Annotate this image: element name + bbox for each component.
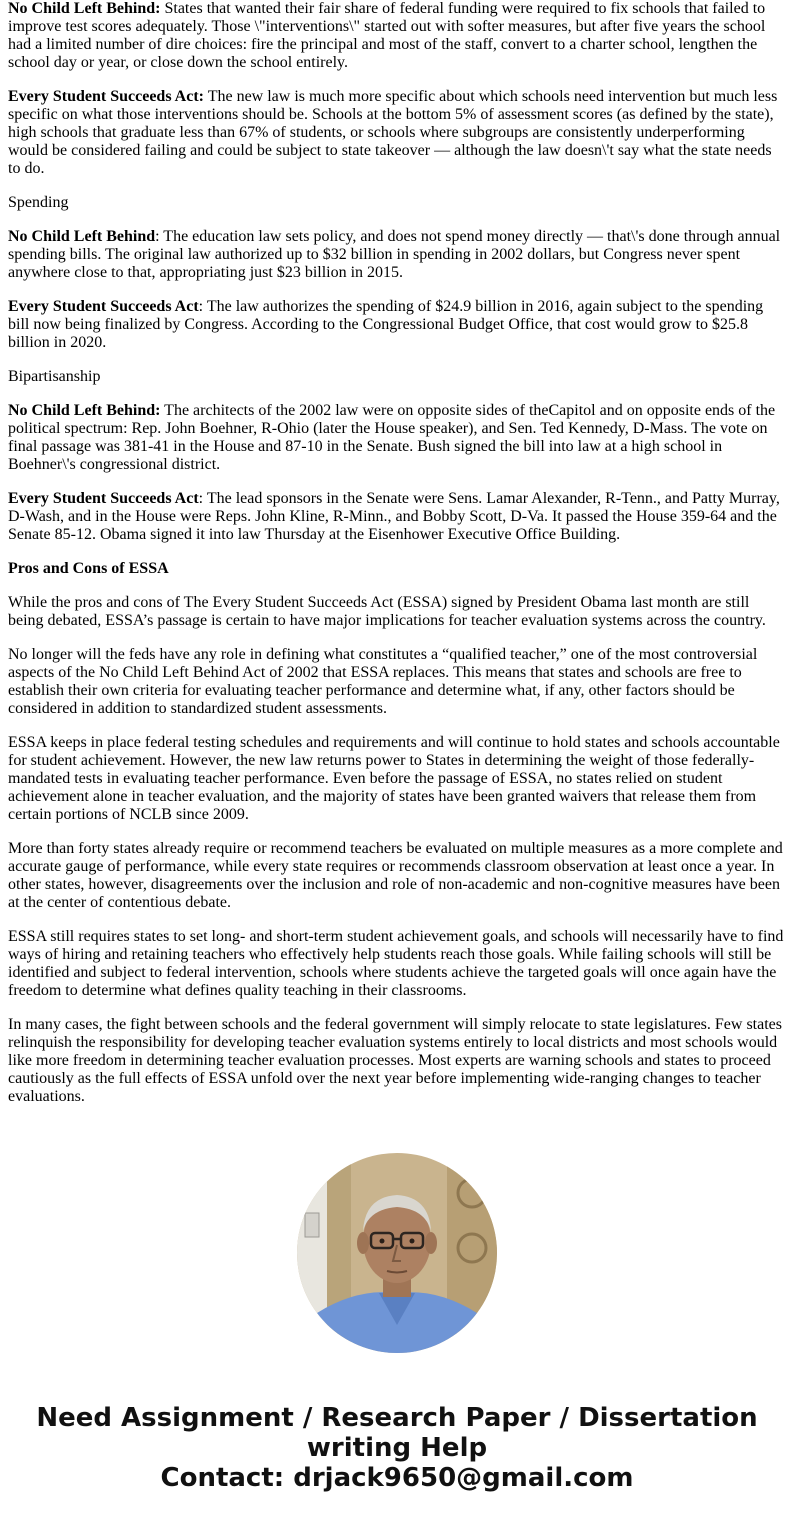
author-portrait-image xyxy=(297,1153,497,1353)
essa-spending-paragraph xyxy=(8,298,786,352)
pros-cons-heading: Pros and Cons of ESSA xyxy=(8,560,169,577)
nclb-spending-paragraph xyxy=(8,228,786,282)
banner-line: Need Assignment / Research Paper / Dissertation xyxy=(36,1403,758,1433)
pros-cons-paragraph: ESSA still requires states to set long- and short-term student achievement goals, and schools will necessarily have to find ways of hiring and retaining teachers who effectively help students reach those goals. While failing schools will still be identified and subject to federal intervention, schools where students achieve the targeted goals will once again have the freedom to determine what defines quality teaching in their classrooms. xyxy=(8,928,784,999)
nclb-bipartisanship-paragraph xyxy=(8,402,786,474)
section-text: : The lead sponsors in the Senate were Sens. Lamar Alexander, R-Tenn., and Patty Murray, D-Wash, and in the House were Reps. John Kline, R-Minn., and Bobby Scott, D-Va. It passed the House 359-64 and the Senate 85-12. Obama signed it into law Thursday at the Eisenhower Executive Office Building. xyxy=(8,490,780,543)
pros-cons-paragraph: While the pros and cons of The Every Student Succeeds Act (ESSA) signed by President Obama last month are still being debated, ESSA’s passage is certain to have major implications for teacher evaluation systems across the country. xyxy=(8,594,766,629)
section-text: : The law authorizes the spending of $24.9 billion in 2016, again subject to the spending bill now being finalized by Congress. According to the Congressional Budget Office, that cost would grow to $25.8 billion in 2020. xyxy=(8,298,764,351)
section-label: No Child Left Behind xyxy=(8,228,156,245)
banner-line: writing Help xyxy=(306,1433,488,1463)
nclb-intervention-paragraph xyxy=(8,0,786,72)
pros-cons-paragraph: ESSA keeps in place federal testing schedules and requirements and will continue to hold states and schools accountable for student achievement. However, the new law returns power to States in determining the weight of those federally-mandated tests in evaluating teacher performance. Even before the passage of ESSA, no states relied on student achievement alone in teacher evaluation, and the majority of states have been granted waivers that release them from certain portions of NCLB since 2009. xyxy=(8,734,780,823)
section-label: No Child Left Behind: xyxy=(8,0,161,17)
essa-intervention-paragraph xyxy=(8,88,786,178)
section-label: Every Student Succeeds Act xyxy=(8,490,199,507)
essa-bipartisanship-paragraph xyxy=(8,490,786,544)
spending-heading: Spending xyxy=(8,194,69,211)
section-label: Every Student Succeeds Act: xyxy=(8,88,204,105)
section-text: : The education law sets policy, and does not spend money directly — that\'s done through annual spending bills. The original law authorized up to $32 billion in spending in 2002 dollars, but Congress never spent anywhere close to that, appropriating just $23 billion in 2015. xyxy=(8,228,781,281)
section-label: No Child Left Behind: xyxy=(8,402,161,419)
author-avatar xyxy=(297,1153,497,1353)
section-text: The architects of the 2002 law were on opposite sides of theCapitol and on opposite ends of the political spectrum: Rep. John Boehner, R-Ohio (later the House speaker), and Sen. Ted Kennedy, D-Mass. The vote on final passage was 381-41 in the House and 87-10 in the Senate. Bush signed the bill into law at a high school in Boehner\'s congressional district. xyxy=(8,402,776,473)
section-text: The new law is much more specific about which schools need intervention but much less specific on what those interventions should be. Schools at the bottom 5% of assessment scores (as defined by the state), high schools that graduate less than 67% of students, or schools where subgroups are consistently underperforming would be considered failing and could be subject to state takeover — although the law doesn\'t say what the state needs to do. xyxy=(8,88,778,177)
pros-cons-paragraph: No longer will the feds have any role in defining what constitutes a “qualified teacher,” one of the most controversial aspects of the No Child Left Behind Act of 2002 that ESSA replaces. This means that states and schools are free to establish their own criteria for evaluating teacher performance and determine what, if any, other factors should be considered in addition to standardized student assessments. xyxy=(8,646,758,717)
pros-cons-paragraph: More than forty states already require or recommend teachers be evaluated on multiple measures as a more complete and accurate gauge of performance, while every state requires or recommends classroom observation at least once a year. In other states, however, disagreements over the inclusion and role of non-academic and non-cognitive measures have been at the center of contentious debate. xyxy=(8,840,783,911)
contact-email-line: Contact: drjack9650@gmail.com xyxy=(160,1463,634,1493)
bipartisanship-heading: Bipartisanship xyxy=(8,368,101,385)
section-text: States that wanted their fair share of federal funding were required to fix schools that failed to improve test scores adequately. Those \"interventions\" started out with softer measures, but after five years the school had a limited number of dire choices: fire the principal and most of the staff, convert to a charter school, lengthen the school day or year, or close down the school entirely. xyxy=(8,0,766,71)
contact-banner xyxy=(0,1403,794,1493)
pros-cons-paragraph: In many cases, the fight between schools and the federal government will simply relocate to state legislatures. Few states relinquish the responsibility for developing teacher evaluation systems entirely to local districts and most schools would like more freedom in determining teacher evaluation processes. Most experts are warning schools and states to proceed cautiously as the full effects of ESSA unfold over the next year before implementing wide-ranging changes to teacher evaluations. xyxy=(8,1016,782,1105)
section-label: Every Student Succeeds Act xyxy=(8,298,199,315)
